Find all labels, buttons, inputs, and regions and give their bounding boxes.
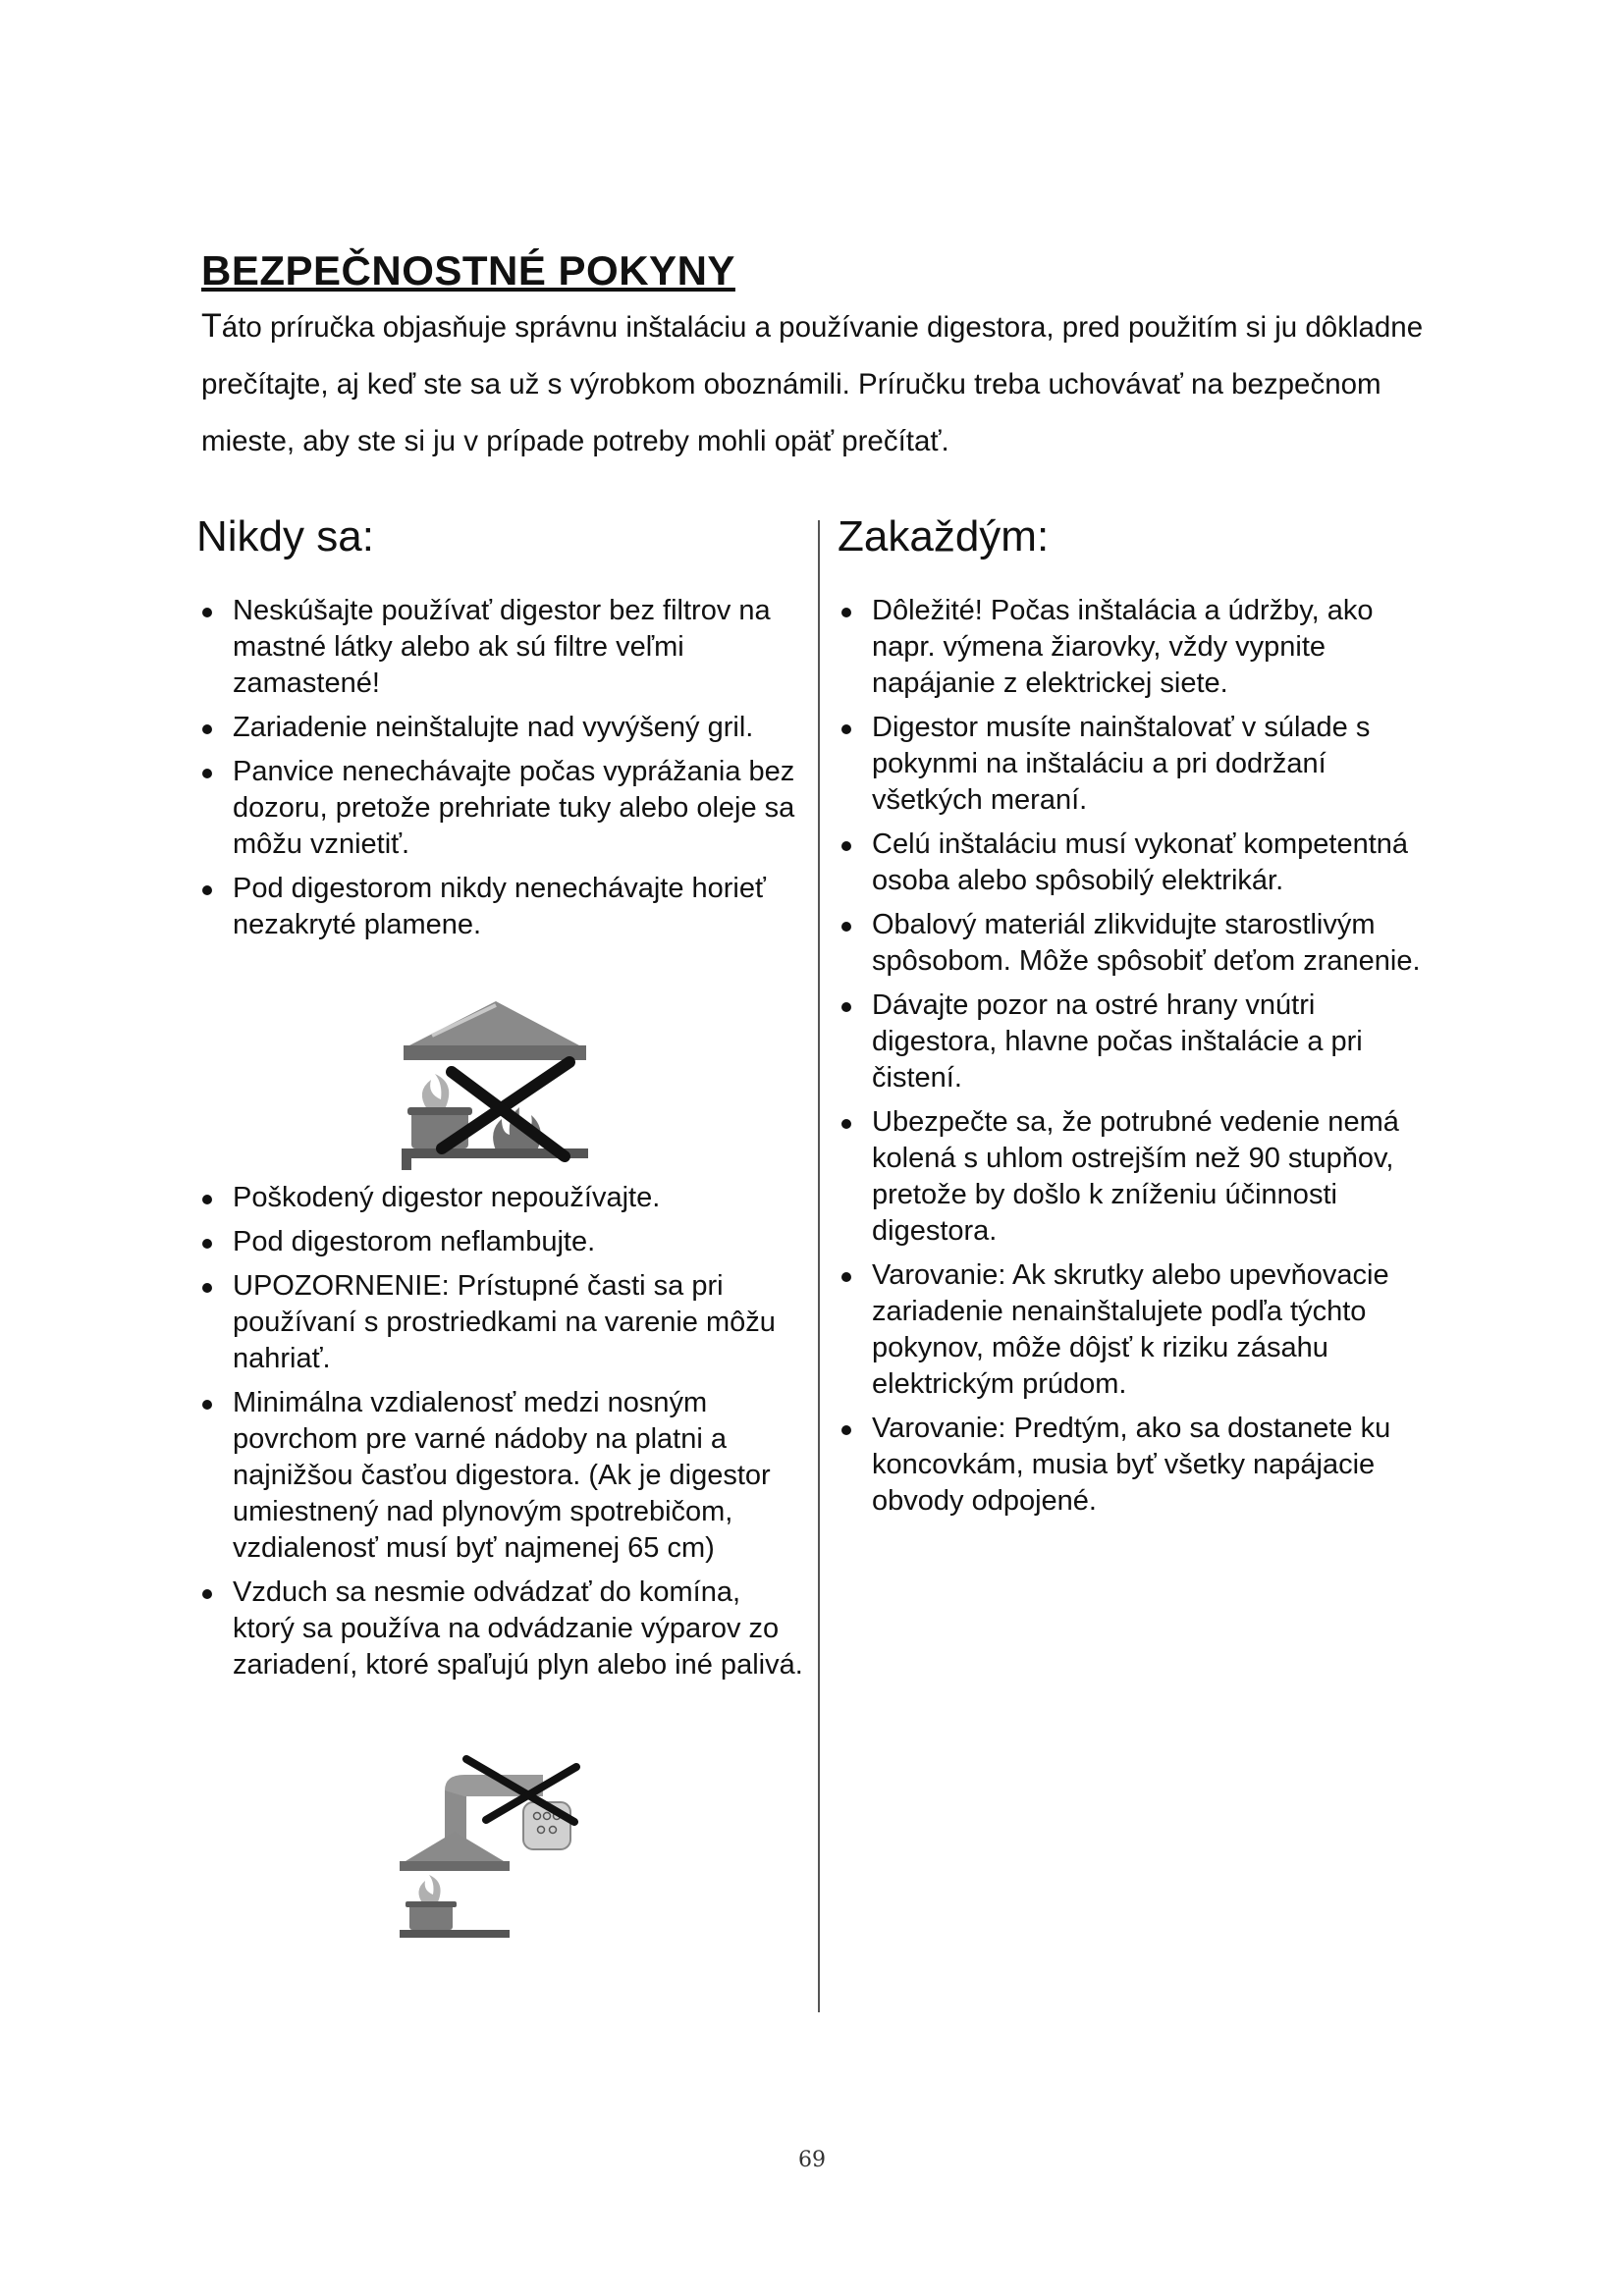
never-list-top <box>198 593 807 951</box>
intro-paragraph <box>201 297 1458 470</box>
list-item: Vzduch sa nesmie odvádzať do komína, ktorý sa používa na odvádzanie výparov zo zariadení, ktoré spaľujú plyn alebo iné palivá. <box>198 1575 807 1683</box>
list-item: Ubezpečte sa, že potrubné vedenie nemá kolená s uhlom ostrejším než 90 stupňov, pretože by došlo k zníženiu účinnosti digestora. <box>838 1104 1436 1250</box>
list-item: Varovanie: Ak skrutky alebo upevňovacie zariadenie nenainštalujete podľa týchto pokynov, môže dôjsť k riziku zásahu elektrickým prúdom. <box>838 1257 1436 1403</box>
cooktop-icon <box>400 1930 510 1938</box>
list-item: Celú inštaláciu musí vykonať kompetentná osoba alebo spôsobilý elektrikár. <box>838 827 1436 899</box>
list-item: Digestor musíte nainštalovať v súlade s pokynmi na inštaláciu a pri dodržaní všetkých meraní. <box>838 710 1436 819</box>
list-item: Zariadenie neinštalujte nad vyvýšený gril. <box>198 710 807 746</box>
page-title: BEZPEČNOSTNÉ POKYNY <box>201 247 735 294</box>
intro-text: áto príručka objasňuje správnu inštaláciu a používanie digestora, pred použitím si ju dôkladne prečítajte, aj keď ste sa už s výrobkom oboznámili. Príručku treba uchovávať na bezpečnom mieste, aby ste si ju v prípade potreby mohli opäť prečítať. <box>201 311 1424 457</box>
no-shared-flue-illustration <box>398 1751 594 1943</box>
hood-icon <box>404 1001 586 1060</box>
no-open-flame-illustration <box>398 991 594 1173</box>
list-item: Minimálna vzdialenosť medzi nosným povrchom pre varné nádoby na platni a najnižšou časťou digestora. (Ak je digestor umiestnený nad plynovým spotrebičom, vzdialenosť musí byť najmenej 65 cm) <box>198 1385 807 1567</box>
page-number: 69 <box>798 2148 826 2172</box>
list-item: Pod digestorom nikdy nenechávajte horieť nezakryté plamene. <box>198 871 807 943</box>
always-heading: Zakaždým: <box>838 512 1050 561</box>
list-item: Pod digestorom neflambujte. <box>198 1224 807 1260</box>
always-list <box>838 593 1436 1527</box>
list-item: Poškodený digestor nepoužívajte. <box>198 1180 807 1216</box>
never-list-bottom <box>198 1180 807 1691</box>
list-item: Dávajte pozor na ostré hrany vnútri digestora, hlavne počas inštalácie a pri čistení. <box>838 988 1436 1096</box>
list-item: Neskúšajte používať digestor bez filtrov na mastné látky alebo ak sú filtre veľmi zamastené! <box>198 593 807 702</box>
intro-first-letter: T <box>201 307 222 345</box>
list-item: Varovanie: Predtým, ako sa dostanete ku koncovkám, musia byť všetky napájacie obvody odpojené. <box>838 1411 1436 1520</box>
pot-with-steam-icon <box>406 1875 457 1930</box>
list-item: Panvice nenechávajte počas vyprážania bez dozoru, pretože prehriate tuky alebo oleje sa môžu vznietiť. <box>198 754 807 863</box>
list-item: Dôležité! Počas inštalácia a údržby, ako napr. výmena žiarovky, vždy vypnite napájanie z elektrickej siete. <box>838 593 1436 702</box>
column-divider <box>818 520 820 2012</box>
never-heading: Nikdy sa: <box>196 512 374 561</box>
list-item: Obalový materiál zlikvidujte starostlivým spôsobom. Môže spôsobiť deťom zranenie. <box>838 907 1436 980</box>
list-item: UPOZORNENIE: Prístupné časti sa pri používaní s prostriedkami na varenie môžu nahriať. <box>198 1268 807 1377</box>
hood-icon <box>400 1832 510 1871</box>
